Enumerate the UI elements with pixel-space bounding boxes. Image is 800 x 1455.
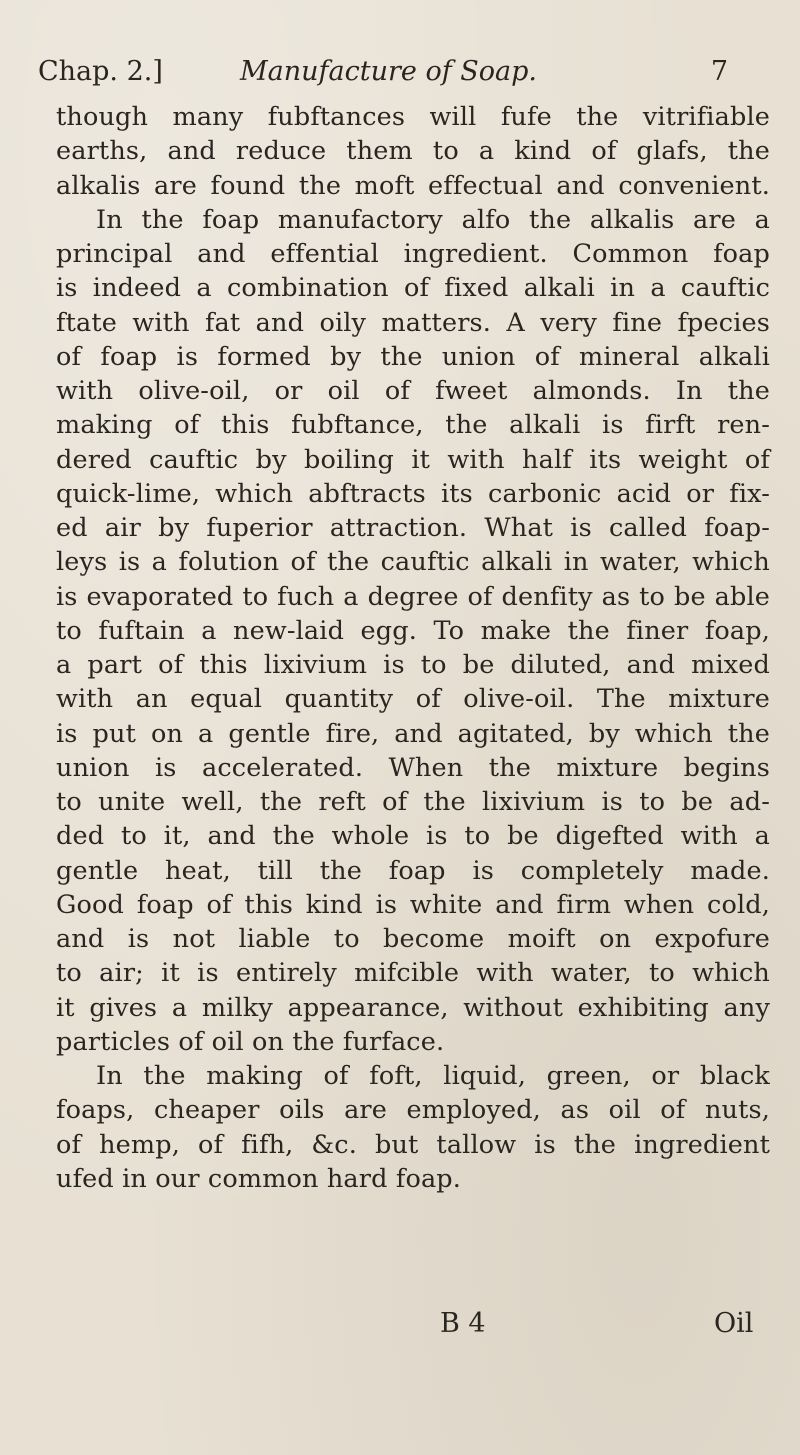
text-line: Good foap of this kind is white and firm when cold, <box>56 889 770 920</box>
text-line: though many fubftances will fufe the vitrifiable <box>56 102 770 132</box>
text-line: In the foap manufactory alfo the alkalis are a <box>96 204 770 235</box>
chapter-reference: Chap. 2.] <box>38 56 163 87</box>
catchword: Oil <box>714 1308 754 1339</box>
text-line: is indeed a combination of fixed alkali in a cauftic <box>56 273 770 304</box>
text-line: of foap is formed by the union of mineral alkali <box>56 341 770 372</box>
text-line: ftate with fat and oily matters. A very fine fpecies <box>56 307 770 338</box>
text-line: is put on a gentle fire, and agitated, by which the <box>56 718 770 749</box>
text-line: quick-lime, which abftracts its carbonic acid or fix- <box>56 478 770 509</box>
text-line: ufed in our common hard foap. <box>56 1163 462 1194</box>
text-line: is evaporated to fuch a degree of denfity as to be able <box>56 581 770 612</box>
text-line: with an equal quantity of olive-oil. The mixture <box>56 684 770 715</box>
text-line: dered cauftic by boiling it with half its weight of <box>56 444 770 475</box>
text-line: to unite well, the reft of the lixivium is to be ad- <box>56 787 770 817</box>
running-title: Manufacture of Soap. <box>240 56 537 87</box>
text-line: to air; it is entirely mifcible with water, to which <box>56 958 770 989</box>
text-line: with olive-oil, or oil of fweet almonds. In the <box>56 376 770 406</box>
text-line: and is not liable to become moift on expofure <box>56 924 770 954</box>
catch-line <box>0 1304 800 1344</box>
text-line: ded to it, and the whole is to be digefted with a <box>56 821 770 852</box>
text-line: leys is a folution of the cauftic alkali in water, which <box>56 547 770 578</box>
text-line: union is accelerated. When the mixture begins <box>56 752 770 783</box>
text-line: gentle heat, till the foap is completely made. <box>56 855 770 886</box>
running-head <box>38 52 728 92</box>
text-line: making of this fubftance, the alkali is firft ren- <box>56 410 770 441</box>
text-line: alkalis are found the moft effectual and convenient. <box>56 170 770 201</box>
text-line: it gives a milky appearance, without exhibiting any <box>56 992 770 1023</box>
text-line: earths, and reduce them to a kind of glafs, the <box>56 136 770 167</box>
text-line: of hemp, of fifh, &c. but tallow is the ingredient <box>56 1129 770 1160</box>
page-number: 7 <box>710 56 728 87</box>
body-text <box>56 100 770 1196</box>
text-line: a part of this lixivium is to be diluted, and mixed <box>56 650 770 680</box>
text-line: particles of oil on the furface. <box>56 1026 445 1057</box>
text-line: to fuftain a new-laid egg. To make the finer foap, <box>56 615 770 646</box>
text-line: ed air by fuperior attraction. What is called foap- <box>56 513 770 543</box>
signature-mark: B 4 <box>440 1308 486 1339</box>
text-line: In the making of foft, liquid, green, or black <box>96 1061 770 1091</box>
text-line: principal and effential ingredient. Common foap <box>56 239 770 269</box>
text-line: foaps, cheaper oils are employed, as oil of nuts, <box>56 1095 770 1126</box>
